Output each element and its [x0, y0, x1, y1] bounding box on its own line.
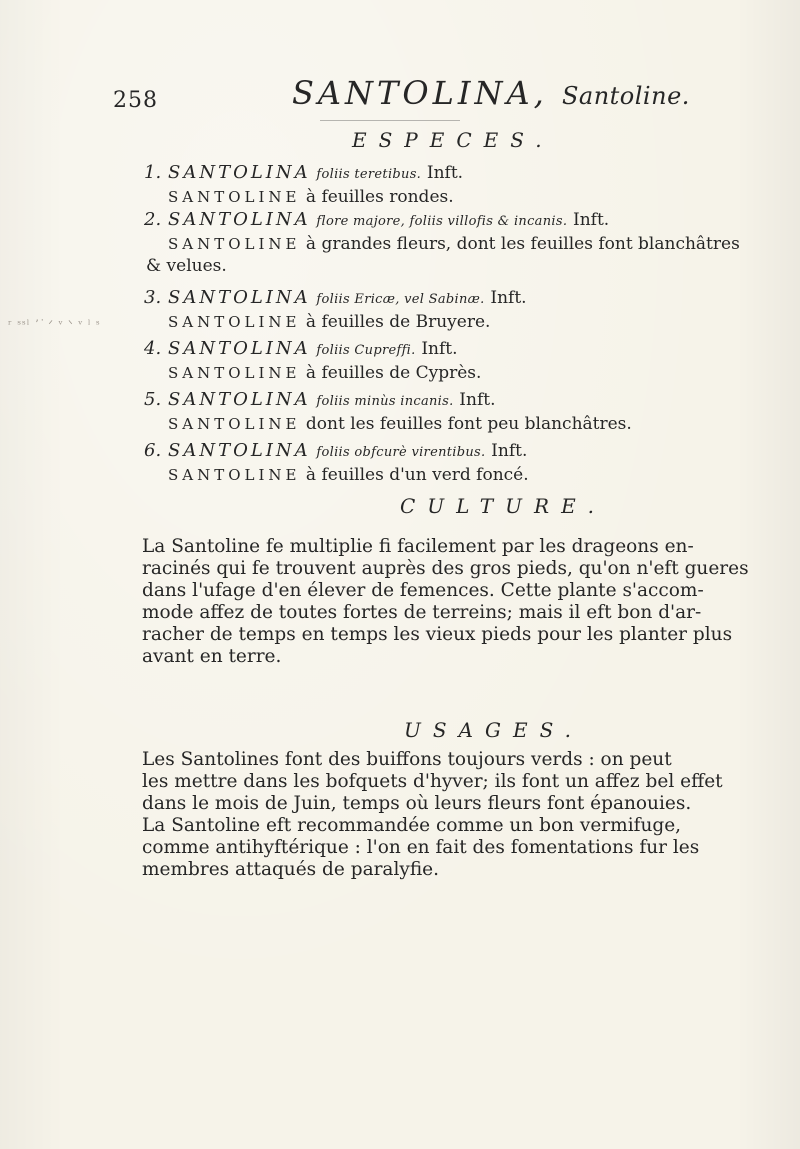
marginal-stray-marks: ʳ ˢˢˡ ʼ ͘ ᐟ ᵛ ᐠ ᵛ ˡ ˢ: [8, 318, 101, 331]
species-epithet: flore majore, foliis villofis & incanis.: [316, 214, 568, 229]
species-epithet: foliis minùs incanis.: [316, 394, 454, 409]
usages-line: La Santoline eft recommandée comme un bon vermifuge,: [142, 815, 682, 836]
species-genus: SANTOLINA: [168, 287, 311, 308]
header-rule: [320, 120, 460, 121]
species-french-name: [168, 186, 768, 208]
species-genus: SANTOLINA: [168, 389, 311, 410]
species-entry: [144, 209, 768, 277]
species-number: 5.: [144, 389, 162, 410]
species-number: 3.: [144, 287, 162, 308]
species-latin-name: [168, 440, 768, 464]
species-authority: Inft.: [491, 441, 528, 461]
species-french-genus: SANTOLINE: [168, 188, 301, 206]
species-entry: [144, 287, 768, 333]
species-french-continuation: & velues.: [146, 256, 227, 276]
culture-line: La Santoline fe multiplie fi facilement par les drageons en-: [142, 536, 694, 557]
species-genus: SANTOLINA: [168, 209, 311, 230]
species-french-description: à feuilles rondes.: [305, 187, 454, 207]
section-title-especes: ESPECES.: [352, 128, 554, 152]
species-entry: [144, 440, 768, 486]
culture-line: racinés qui fe trouvent auprès des gros pieds, qu'on n'eft gueres: [142, 558, 749, 579]
section-title-culture: CULTURE.: [400, 494, 607, 518]
species-number: 4.: [144, 338, 162, 359]
species-french-description: à feuilles de Bruyere.: [305, 312, 491, 332]
usages-paragraph: [142, 749, 762, 881]
species-number: 2.: [144, 209, 162, 230]
species-number: 1.: [144, 162, 162, 183]
usages-line: comme antihyftérique : l'on en fait des fomentations fur les: [142, 837, 700, 858]
species-genus: SANTOLINA: [168, 162, 311, 183]
culture-line: racher de temps en temps les vieux pieds pour les planter plus: [142, 624, 733, 645]
species-latin-name: [168, 209, 768, 233]
culture-paragraph: [142, 536, 762, 668]
culture-line: avant en terre.: [142, 646, 282, 667]
species-french-genus: SANTOLINE: [168, 313, 301, 331]
species-authority: Inft.: [459, 390, 496, 410]
species-french-name: [168, 362, 768, 384]
running-head-genus: SANTOLINA,: [292, 74, 548, 112]
species-epithet: foliis Cupreffi.: [316, 343, 416, 358]
species-french-name: [168, 233, 768, 255]
species-authority: Inft.: [426, 163, 464, 183]
species-entry: [144, 338, 768, 384]
species-authority: Inft.: [490, 288, 527, 308]
species-french-description: à feuilles de Cyprès.: [305, 363, 482, 383]
species-authority: Inft.: [573, 210, 610, 230]
species-french-name: [168, 464, 768, 486]
species-entry: [144, 162, 768, 208]
species-epithet: foliis teretibus.: [316, 167, 422, 182]
species-genus: SANTOLINA: [168, 338, 311, 359]
species-french-genus: SANTOLINE: [168, 235, 301, 253]
species-french-description: à feuilles d'un verd foncé.: [305, 465, 529, 485]
species-genus: SANTOLINA: [168, 440, 311, 461]
species-epithet: foliis obfcurè virentibus.: [316, 445, 486, 460]
species-number: 6.: [144, 440, 162, 461]
species-french-description: à grandes fleurs, dont les feuilles font blanchâtres: [305, 234, 740, 254]
usages-line: les mettre dans les bofquets d'hyver; ils font un affez bel effet: [142, 771, 723, 792]
species-french-name: [168, 413, 768, 435]
species-french-description: dont les feuilles font peu blanchâtres.: [305, 414, 632, 434]
culture-line: dans l'ufage d'en élever de femences. Cette plante s'accom-: [142, 580, 704, 601]
species-french-genus: SANTOLINE: [168, 415, 301, 433]
page-number: 258: [113, 88, 158, 113]
species-french-genus: SANTOLINE: [168, 466, 301, 484]
usages-line: membres attaqués de paralyfie.: [142, 859, 440, 880]
species-authority: Inft.: [421, 339, 458, 359]
usages-line: Les Santolines font des buiffons toujours verds : on peut: [142, 749, 672, 770]
species-latin-name: [168, 389, 768, 413]
species-entry: [144, 389, 768, 435]
running-head: [292, 74, 690, 112]
section-title-usages: USAGES.: [404, 718, 583, 742]
culture-line: mode affez de toutes fortes de terreins; mais il eft bon d'ar-: [142, 602, 702, 623]
species-latin-name: [168, 287, 768, 311]
running-head-common-name: Santoline.: [561, 82, 690, 110]
species-epithet: foliis Ericæ, vel Sabinæ.: [316, 292, 485, 307]
species-latin-name: [168, 162, 768, 186]
usages-line: dans le mois de Juin, temps où leurs fleurs font épanouies.: [142, 793, 692, 814]
species-french-genus: SANTOLINE: [168, 364, 301, 382]
species-french-name: [168, 311, 768, 333]
species-latin-name: [168, 338, 768, 362]
